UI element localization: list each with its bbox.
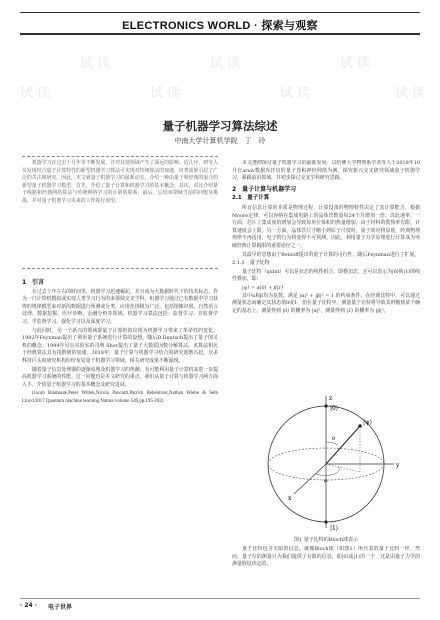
x-label: x xyxy=(288,495,292,502)
projection-line xyxy=(326,464,360,472)
paragraph: 与此同时，另一个新兴的领域即量子计算机的出现为机器学习带来了革命性的变化。1982年Feynman提出了利用量子系统进行计算的设想，随后D.Deutsch提出了量子图灵机的概念。1994年贝尔实验室的司明 Shor提出了量子大数质因数分解算法，该算法相比于经典算法具有指数级的加速。2018年，量子计算与机器学习结合的研究逐渐兴起，众多科技巨头和研究机构纷纷布局量子机器学习领域，相关研究成果不断涌现。 xyxy=(22,327,218,364)
watermark: 试读 xyxy=(280,86,315,101)
bloch-sphere-diagram xyxy=(232,390,420,532)
paragraph: 量子比特包含无限的信息，就像Bloch球（如图1）所代表的量子比特一样。然而，量子位的测量只为我们提供了有限的信息，即|0⟩或|1⟩的一个，这是由量子力学的测量假设决定的。 xyxy=(232,546,420,568)
watermark: 试读 xyxy=(395,86,430,101)
abstract-bottom-rule xyxy=(22,268,218,269)
right-column xyxy=(232,160,420,388)
paragraph: 在过去十年左右的时间里，机器学习迅速崛起，并且成为大数据时代下的技术标志。作为一门计算机模拟或实现人类学习行为的多领域交叉学科，机器学习通过已有数据中学习获得的规律模型来对新的数据进行预测或分类，应用范围极为广泛，包括图像识别、自然语言处理、数据挖掘、医疗诊断、金融分析等领域。机器学习算法包括：监督学习、非监督学习、半监督学习、强化学习以及深度学习。 xyxy=(22,288,218,325)
abstract-top-rule xyxy=(22,156,218,157)
x-axis xyxy=(294,464,326,494)
y-label: y xyxy=(396,462,400,469)
theta-label: θ xyxy=(332,436,336,442)
paragraph: 本文透彻探讨量子机器学习的最新发展：以哈佛大学物理系学者等人于2018年10月在arxiv数据库挂出的量子卷积神经网络为例，探究新兴交叉研究领域量子机器学习，紧跟前沿领域，并初步探讨交叉学科研究思路。 xyxy=(232,160,420,182)
watermark: 试读 xyxy=(20,86,55,101)
journal-title: ELECTRONICS WORLD · 探索与观察 xyxy=(122,20,318,32)
state-vector xyxy=(326,426,360,464)
bloch-sphere-figure xyxy=(232,390,420,550)
paragraph: 随着量子信息处理器的逐渐成熟及机器学习的热潮，有可能利用量子计算机来进一步提高机器学习系统的性能。这一问题也是本文研究的重点，我们从量子计算与机器学习两方面入手，介绍量子机器学习的基本概念及研究进展。 xyxy=(22,366,218,388)
psi-label: |ψ⟩ xyxy=(363,419,373,426)
header-top-rule xyxy=(20,12,420,13)
watermark: 试读 xyxy=(210,56,245,71)
abstract: 机器学习在过去十几年里不断发展，并对其他领域产生了深远的影响。近几年，研究人员发现结合量子计算特性的新型机器学习算法可实现对传统算法的加速，该类成果引起了广泛的关注和研究。因此，本文就量子机器学习的最新动态，介绍一种由量子和经典的混合的新型量子机器学习模型。首先，介绍了量子计算和机器学习的基本概念；其次，对比介绍量子线路和经典网络算法与传统网络学习的区别和联系；最后，总结该领域当前的问题及挑战，并对量子机器学习未来的工作进行展望。 xyxy=(22,160,218,204)
paragraph: 其中α和β均为复数，满足 |α|² + |β|² = 1 的约束条件。在经典比特中，可以通过测量状态而确定其状态值0或1，但在量子比特中，测量量子比特将导致其坍缩到某个确定的基态上，测量得到 |0⟩ 的概率为 |α|²，测量得到 |1⟩ 的概率为 |β|²。 xyxy=(232,292,420,314)
paragraph: 量子比特（qubit）可以是状态的线性组合，即叠加态，它可以表示为|0⟩和|1⟩的线性叠加，即： xyxy=(232,268,420,283)
ket0-label: |0⟩ xyxy=(330,405,339,412)
ket1-label: |1⟩ xyxy=(330,525,339,532)
footer-rule xyxy=(20,598,420,599)
right-column-lower xyxy=(232,546,420,592)
paragraph: 其最早的思想由于Benioff提出的量子计算的可行性，随后Feynman进行了扩展。 xyxy=(242,251,420,258)
watermark: 试读 xyxy=(150,86,185,101)
figure-caption: 图1 量子比特的Bloch球表示 xyxy=(293,537,359,543)
page-header xyxy=(0,6,440,38)
watermark: 试读 xyxy=(340,56,375,71)
page-number: · 24 · xyxy=(20,602,38,609)
page-footer xyxy=(20,598,420,612)
paragraph: 所有信息计算的本质是物理过程，计算设备的物理特性决定了其计算能力。根据Moore定律，可以容纳在集成电路上的晶体管数量每24个月增加一倍，以此速率，一方面，芯片上集成度的增加会导致每单位体积的热量增加，由于材料的散热率有限，计算速度会上限。另一方面，晶体管尺寸缩小到原子尺度时，量子效应将显现，经典物理规律不再适用，电子的行为将变得不可预测。因此，利用量子力学原理进行计算成为突破经典计算极限的重要途径之一。 xyxy=(232,204,420,249)
north-pole xyxy=(324,404,327,407)
south-pole xyxy=(324,520,327,523)
subsubsection-heading: 2.1.1 量子比特 xyxy=(232,260,270,267)
article-title: 量子机器学习算法综述 xyxy=(162,119,278,133)
phi-arc xyxy=(316,467,339,476)
subsection-heading: 2.1 量子计算 xyxy=(232,195,270,202)
section-heading: 2 量子计算与机器学习 xyxy=(232,185,297,193)
header-bottom-rule xyxy=(20,33,420,35)
reference: (Jacob Biamonte,Peter Wittek,Nicola Pancotti,Patrick Rebentrost,Nathan Wiebe & Seth Lloyd.2017.Quantum machine learning.Nature volume 549,pp.195-202) xyxy=(22,391,218,404)
theta-arc xyxy=(326,442,338,445)
section-heading: 1 引言 xyxy=(22,279,45,286)
z-label: z xyxy=(329,395,333,402)
watermark: 试读 xyxy=(80,56,115,71)
left-column xyxy=(22,276,218,588)
magazine-name: 电子世界 xyxy=(48,604,73,611)
author-affiliation: 中南大学计算机学院 丁 玲 xyxy=(174,137,266,145)
phi-label: φ xyxy=(324,478,328,484)
formula: |ψ⟩ = α|0⟩ + β|1⟩ xyxy=(242,284,284,291)
